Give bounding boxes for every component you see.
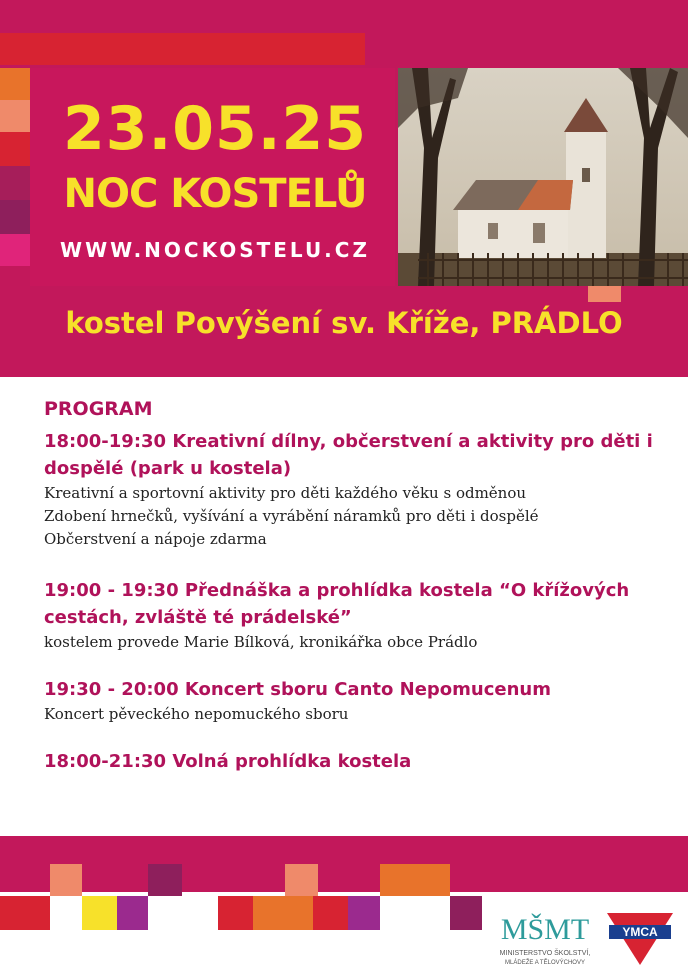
decor-square xyxy=(218,896,253,930)
decor-square xyxy=(285,864,318,896)
decor-square xyxy=(0,200,30,234)
decor-square xyxy=(0,68,30,100)
decor-square xyxy=(0,896,50,930)
decor-square xyxy=(0,100,30,132)
decor-square xyxy=(82,896,117,930)
decor-square xyxy=(0,234,30,266)
msmt-mark: MŠMT xyxy=(500,913,590,946)
program-item xyxy=(44,577,674,654)
decor-square xyxy=(450,896,482,930)
decor-square xyxy=(117,896,148,930)
event-title: NOC KOSTELŮ xyxy=(63,171,367,217)
ymca-logo xyxy=(605,907,675,967)
decor-square xyxy=(148,864,182,896)
event-date: 23.05.25 xyxy=(62,94,368,164)
program-item xyxy=(44,428,674,551)
decor-square xyxy=(380,864,415,896)
decor-square xyxy=(0,132,30,166)
program-item xyxy=(44,676,674,726)
msmt-logo xyxy=(488,905,603,970)
program-item-title: 19:00 - 19:30 Přednáška a prohlídka kostela “O křížových cestách, zvláště té prádelské” xyxy=(44,580,630,628)
program-item-desc: kostelem provede Marie Bílková, kronikářka obce Prádlo xyxy=(44,633,478,651)
program-heading: PROGRAM xyxy=(44,398,153,420)
event-url: WWW.NOCKOSTELU.CZ xyxy=(60,238,370,262)
program-item-desc: Zdobení hrnečků, vyšívání a vyrábění náramků pro děti i dospělé xyxy=(44,507,539,525)
program-item-desc: Občerstvení a nápoje zdarma xyxy=(44,530,267,548)
decor-square xyxy=(348,896,380,930)
msmt-logo-graphic xyxy=(488,905,603,970)
decor-square xyxy=(313,896,348,930)
program-item xyxy=(44,748,674,775)
church-name: kostel Povýšení sv. Kříže, PRÁDLO xyxy=(65,306,623,340)
decor-square xyxy=(588,286,621,302)
ymca-text: YMCA xyxy=(622,925,658,939)
msmt-line1: MINISTERSTVO ŠKOLSTVÍ, xyxy=(499,950,591,957)
program-item-title: 19:30 - 20:00 Koncert sboru Canto Nepomucenum xyxy=(44,679,551,700)
decor-square xyxy=(415,864,450,896)
program-item-title: 18:00-21:30 Volná prohlídka kostela xyxy=(44,751,412,772)
program-section xyxy=(44,398,674,792)
decor-square xyxy=(253,896,313,930)
decor-top-stripe xyxy=(0,33,365,65)
program-item-desc: Koncert pěveckého nepomuckého sboru xyxy=(44,705,349,723)
program-item-title: 18:00-19:30 Kreativní dílny, občerstvení a aktivity pro děti i dospělé (park u kostela) xyxy=(44,431,653,479)
ymca-logo-graphic xyxy=(605,907,675,967)
msmt-line2: MLÁDEŽE A TĚLOVÝCHOVY xyxy=(505,960,585,966)
church-photo xyxy=(398,68,688,286)
decor-square xyxy=(50,864,82,896)
church-illustration xyxy=(398,68,688,286)
decor-square xyxy=(0,166,30,200)
footer-band xyxy=(0,836,688,892)
program-item-desc: Kreativní a sportovní aktivity pro děti každého věku s odměnou xyxy=(44,484,527,502)
